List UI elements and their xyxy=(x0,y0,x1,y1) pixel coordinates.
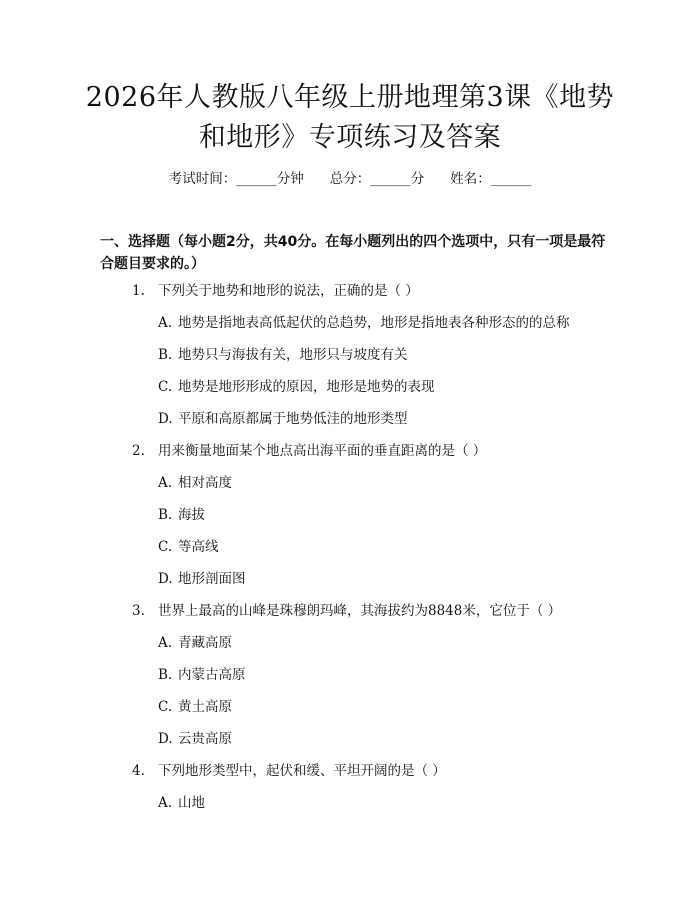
document-title xyxy=(40,78,660,158)
option-letter: A. xyxy=(158,475,173,491)
question-3-option-c xyxy=(158,698,232,716)
question-number: 3. xyxy=(132,603,145,619)
question-3-option-b xyxy=(158,666,246,684)
exam-time-field: 考试时间：______分钟 xyxy=(168,171,304,187)
question-2-option-b xyxy=(158,506,205,524)
option-letter: C. xyxy=(158,539,173,555)
option-text: 等高线 xyxy=(178,539,219,555)
question-1-option-d xyxy=(158,410,408,428)
question-2-option-a xyxy=(158,474,232,492)
option-text: 地势是地形形成的原因，地形是地势的表现 xyxy=(178,379,435,395)
option-text: 内蒙古高原 xyxy=(178,667,246,683)
option-letter: A. xyxy=(158,315,173,331)
question-3-option-a xyxy=(158,634,232,652)
question-2-option-d xyxy=(158,570,246,588)
question-number: 2. xyxy=(132,443,145,459)
question-text: 用来衡量地面某个地点高出海平面的垂直距离的是（ ） xyxy=(158,443,487,459)
option-text: 相对高度 xyxy=(178,475,232,491)
title-line-1: 2026年人教版八年级上册地理第3课《地势 xyxy=(85,82,615,113)
question-1-option-a xyxy=(158,314,570,332)
option-text: 青藏高原 xyxy=(178,635,232,651)
question-number: 4. xyxy=(132,763,145,779)
option-letter: A. xyxy=(158,635,173,651)
option-letter: D. xyxy=(158,411,173,427)
student-name-field: 姓名：______ xyxy=(450,171,532,187)
option-letter: B. xyxy=(158,507,173,523)
option-letter: C. xyxy=(158,699,173,715)
question-number: 1. xyxy=(132,283,145,299)
option-text: 平原和高原都属于地势低洼的地形类型 xyxy=(178,411,408,427)
total-score-field: 总分：______分 xyxy=(329,171,425,187)
question-2-option-c xyxy=(158,538,219,556)
option-text: 海拔 xyxy=(178,507,205,523)
exam-meta-line xyxy=(0,170,700,188)
option-text: 云贵高原 xyxy=(178,731,232,747)
option-letter: B. xyxy=(158,347,173,363)
option-letter: B. xyxy=(158,667,173,683)
question-text: 下列地形类型中，起伏和缓、平坦开阔的是（ ） xyxy=(158,763,446,779)
title-line-2: 和地形》专项练习及答案 xyxy=(198,122,502,153)
question-1 xyxy=(132,282,419,300)
option-letter: A. xyxy=(158,795,173,811)
option-letter: C. xyxy=(158,379,173,395)
option-letter: D. xyxy=(158,571,173,587)
question-4-option-a xyxy=(158,794,205,812)
option-text: 山地 xyxy=(178,795,205,811)
option-text: 地形剖面图 xyxy=(178,571,246,587)
question-1-option-c xyxy=(158,378,435,396)
section-heading: 一、选择题（每小题2分，共40分。在每小题列出的四个选项中，只有一项是最符合题目要求的。） xyxy=(100,234,606,272)
question-1-option-b xyxy=(158,346,408,364)
question-4 xyxy=(132,762,446,780)
question-3-option-d xyxy=(158,730,232,748)
question-3 xyxy=(132,602,561,620)
option-text: 黄土高原 xyxy=(178,699,232,715)
option-text: 地势是指地表高低起伏的总趋势，地形是指地表各种形态的的总称 xyxy=(178,315,570,331)
option-letter: D. xyxy=(158,731,173,747)
question-text: 下列关于地势和地形的说法，正确的是（ ） xyxy=(158,283,419,299)
option-text: 地势只与海拔有关，地形只与坡度有关 xyxy=(178,347,408,363)
question-text: 世界上最高的山峰是珠穆朗玛峰，其海拔约为8848米，它位于（ ） xyxy=(158,603,562,619)
question-2 xyxy=(132,442,486,460)
